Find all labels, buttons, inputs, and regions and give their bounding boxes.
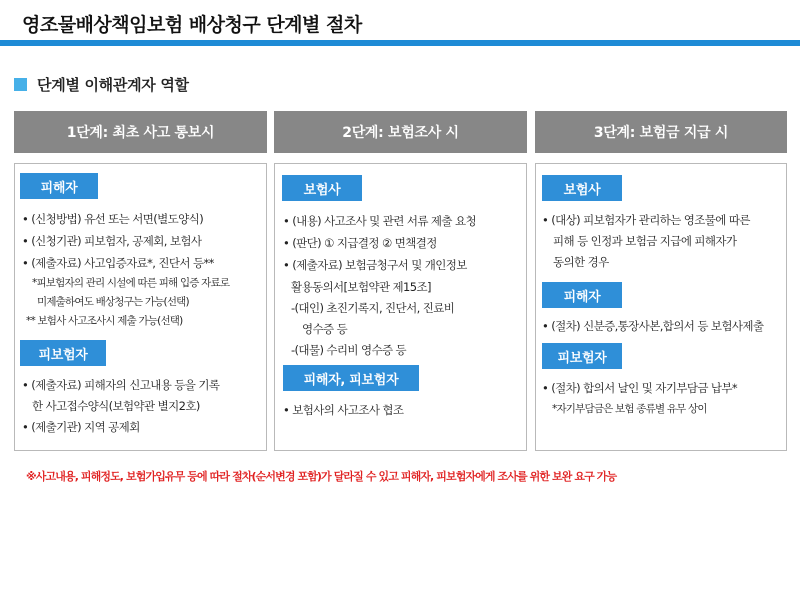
stage-2-line: • (제출자료) 보험금청구서 및 개인정보 bbox=[283, 258, 467, 272]
title-underline-bar bbox=[0, 40, 800, 46]
stage-2-line: • 보험사의 사고조사 협조 bbox=[283, 403, 404, 417]
title-area bbox=[0, 0, 800, 44]
stage-3-line: • (대상) 피보험자가 관리하는 영조물에 따른 bbox=[542, 213, 750, 227]
stage-3-note: *자기부담금은 보험 종류별 유무 상이 bbox=[552, 403, 707, 415]
stage-1-line: 한 사고접수양식(보험약관 별지2호) bbox=[32, 399, 200, 413]
stage-1-note: *피보험자의 관리 시설에 따른 피해 입증 자료로 bbox=[32, 277, 230, 289]
stage-3-line: 피해 등 인정과 보험금 지급에 피해자가 bbox=[553, 234, 737, 248]
stage-3-header: 3단계: 보험금 지급 시 bbox=[535, 111, 787, 153]
square-bullet-icon bbox=[14, 78, 27, 91]
stage-1-note: ** 보험사 사고조사시 제출 가능(선택) bbox=[26, 315, 183, 327]
stage-2-line: 영수증 등 bbox=[302, 322, 348, 336]
stage-2-line: • (내용) 사고조사 및 관련 서류 제출 요청 bbox=[283, 214, 476, 228]
stage-3-line: • (절차) 합의서 날인 및 자기부담금 납부* bbox=[542, 381, 738, 395]
stage-3-tag-insured: 피보험자 bbox=[542, 343, 622, 369]
stage-2-line: 활용동의서[보험약관 제15조] bbox=[291, 280, 431, 294]
stage-1-line: • (제출기관) 지역 공제회 bbox=[22, 420, 140, 434]
stage-1-line: • (신청방법) 유선 또는 서면(별도양식) bbox=[22, 212, 204, 226]
stage-2-line: • (판단) ① 지급결정 ② 면책결정 bbox=[283, 236, 437, 250]
stage-2-tag-insurer: 보험사 bbox=[282, 175, 362, 201]
stage-1-header: 1단계: 최초 사고 통보시 bbox=[14, 111, 267, 153]
stage-2-tag-victim-insured: 피해자, 피보험자 bbox=[283, 365, 419, 391]
page-title: 영조물배상책임보험 배상청구 단계별 절차 bbox=[22, 14, 362, 36]
stage-3-tag-insurer: 보험사 bbox=[542, 175, 622, 201]
section-title: 단계별 이해관계자 역할 bbox=[37, 76, 189, 94]
stage-2-header: 2단계: 보험조사 시 bbox=[274, 111, 527, 153]
stage-1-line: • (신청기관) 피보험자, 공제회, 보험사 bbox=[22, 234, 202, 248]
stage-2-line: -(대물) 수리비 영수증 등 bbox=[291, 343, 407, 357]
stage-1-tag-insured: 피보험자 bbox=[20, 340, 106, 366]
stage-1-tag-victim: 피해자 bbox=[20, 173, 98, 199]
stage-3-tag-victim: 피해자 bbox=[542, 282, 622, 308]
stage-3-line: • (절차) 신분증,통장사본,합의서 등 보험사제출 bbox=[542, 319, 764, 333]
stage-2-line: -(대인) 초진기록지, 진단서, 진료비 bbox=[291, 301, 455, 315]
stage-3-line: 동의한 경우 bbox=[553, 255, 609, 269]
stage-1-line: • (제출자료) 사고입증자료*, 진단서 등** bbox=[22, 256, 214, 270]
stage-1-line: • (제출자료) 피해자의 신고내용 등을 기록 bbox=[22, 378, 220, 392]
section-heading bbox=[14, 74, 189, 95]
stage-1-note: 미제출하여도 배상청구는 가능(선택) bbox=[37, 296, 189, 308]
footnote: ※사고내용, 피해정도, 보험가입유무 등에 따라 절차(순서변경 포함)가 달라질 수 있고 피해자, 피보험자에게 조사를 위한 보완 요구 가능 bbox=[26, 470, 617, 483]
